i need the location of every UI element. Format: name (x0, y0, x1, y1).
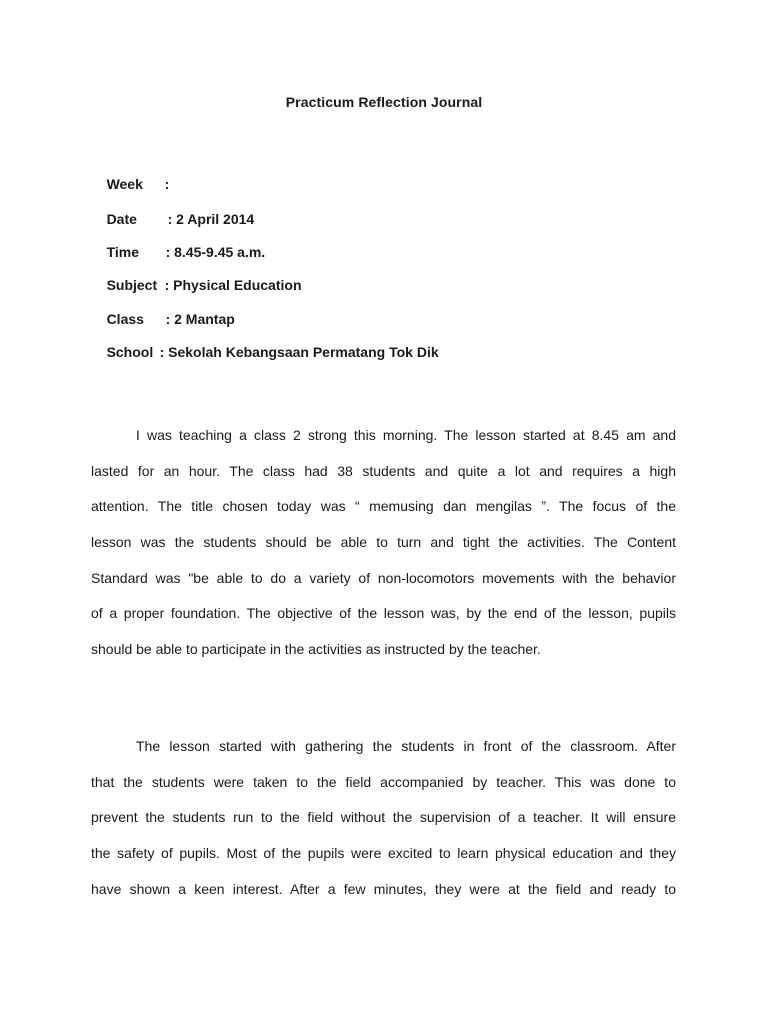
meta-separator: : (159, 344, 165, 360)
meta-separator: : (165, 311, 171, 327)
meta-label: Class (106, 311, 144, 327)
paragraph-line: prevent the students run to the field without the supervision of a teacher. It will ensure (91, 809, 676, 826)
paragraph-2 (91, 729, 676, 907)
meta-separator: : (167, 211, 173, 227)
meta-label: Date (106, 211, 137, 227)
paragraph-line: of a proper foundation. The objective of the lesson was, by the end of the lesson, pupils (91, 605, 676, 622)
meta-value: 2 April 2014 (176, 211, 255, 227)
meta-school (91, 328, 439, 376)
meta-label: Week (106, 176, 143, 192)
paragraph-line: I was teaching a class 2 strong this morning. The lesson started at 8.45 am and (136, 427, 676, 443)
meta-label: School (106, 344, 154, 360)
paragraph-line: The lesson started with gathering the students in front of the classroom. After (136, 738, 676, 754)
paragraph-line: have shown a keen interest. After a few minutes, they were at the field and ready to (91, 880, 676, 897)
paragraph-line: attention. The title chosen today was “ memusing dan mengilas ”. The focus of the (91, 498, 676, 515)
paragraph-line: lasted for an hour. The class had 38 students and quite a lot and requires a high (91, 462, 676, 479)
meta-value: Sekolah Kebangsaan Permatang Tok Dik (168, 344, 439, 360)
paragraph-1 (91, 418, 676, 668)
meta-separator: : (164, 277, 170, 293)
meta-separator: : (165, 244, 171, 260)
paragraph-line: should be able to participate in the activities as instructed by the teacher. (91, 641, 541, 658)
meta-label: Subject (106, 277, 158, 293)
meta-value: 8.45-9.45 a.m. (174, 244, 266, 260)
document-title: Practicum Reflection Journal (285, 94, 483, 110)
meta-value: 2 Mantap (174, 311, 235, 327)
paragraph-line: lesson was the students should be able to turn and tight the activities. The Content (91, 534, 676, 551)
meta-separator: : (164, 176, 170, 192)
paragraph-line: that the students were taken to the field accompanied by teacher. This was done to (91, 773, 676, 790)
meta-label: Time (106, 244, 139, 260)
meta-value: Physical Education (173, 277, 302, 293)
paragraph-line: Standard was "be able to do a variety of non-locomotors movements with the behavior (91, 569, 676, 586)
paragraph-line: the safety of pupils. Most of the pupils were excited to learn physical education and they (91, 845, 676, 862)
